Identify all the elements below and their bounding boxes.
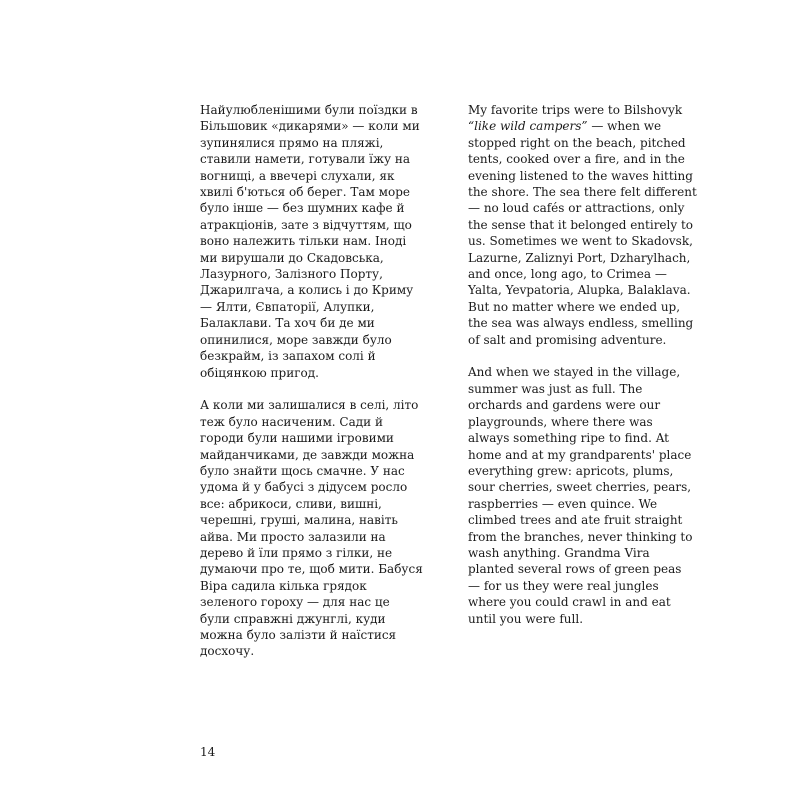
text-line: хвилі б'ються об берег. Там море: [200, 185, 410, 200]
text-line: — for us they were real jungles: [468, 578, 659, 593]
text-line: зеленого гороху — для нас це: [200, 595, 390, 610]
text-line: the shore. The sea there felt different: [468, 185, 697, 200]
text-line: атракціонів, зате з відчуттям, що: [200, 217, 412, 232]
text-line: tents, cooked over a fire, and in the: [468, 152, 685, 167]
paragraph-gap: [200, 381, 432, 397]
text-line: Більшовик «дикарями» — коли ми: [200, 119, 420, 134]
text-line: Lazurne, Zaliznyi Port, Dzharylhach,: [468, 250, 691, 265]
ukrainian-paragraph-1: [200, 102, 432, 381]
text-line: sour cherries, sweet cherries, pears,: [468, 480, 692, 495]
text-line: були справжні джунглі, куди: [200, 611, 386, 626]
text-line: черешні, груші, малина, навіть: [200, 513, 398, 528]
text-line: orchards and gardens were our: [468, 398, 661, 413]
text-line: stopped right on the beach, pitched: [468, 135, 686, 150]
text-line: climbed trees and ate fruit straight: [468, 513, 683, 528]
english-paragraph-2: [468, 364, 700, 627]
text-line: думаючи про те, щоб мити. Бабуся: [200, 562, 423, 577]
text-line: опинилися, море завжди було: [200, 332, 392, 347]
text-line: безкрайм, із запахом солі й: [200, 349, 376, 364]
text-line: ми вирушали до Скадовська,: [200, 250, 384, 265]
text-line: можна було залізти й наїстися: [200, 627, 397, 642]
text-line: home and at my grandparents' place: [468, 447, 692, 462]
text-line: [468, 118, 700, 134]
text-line: майданчиками, де завжди можна: [200, 447, 415, 462]
text-line: зупинялися прямо на пляжі,: [200, 135, 384, 150]
text-line: А коли ми залишалися в селі, літо: [200, 398, 419, 413]
text-line: удома й у бабусі з дідусем росло: [200, 480, 408, 495]
text-line: було інше — без шумних кафе й: [200, 201, 405, 216]
text-line: us. Sometimes we went to Skadovsk,: [468, 234, 693, 249]
text-line: дерево й їли прямо з гілки, не: [200, 545, 393, 560]
text-line: теж було насиченим. Сади й: [200, 414, 383, 429]
text-line: everything grew: apricots, plums,: [468, 463, 674, 478]
text-line: досхочу.: [200, 644, 255, 659]
text-line: playgrounds, where there was: [468, 414, 653, 429]
text-line: But no matter where we ended up,: [468, 299, 681, 314]
english-paragraph-1: [468, 102, 700, 348]
text-line: of salt and promising adventure.: [468, 332, 667, 347]
ukrainian-text-column: [200, 102, 432, 660]
text-line: обіцянкою пригод.: [200, 365, 319, 380]
english-text-column: [468, 102, 700, 627]
text-line: where you could crawl in and eat: [468, 595, 671, 610]
text-line: the sense that it belonged entirely to: [468, 217, 694, 232]
text-line: Yalta, Yevpatoria, Alupka, Balaklava.: [468, 283, 691, 298]
text-line: the sea was always endless, smelling: [468, 316, 694, 331]
text-line: айва. Ми просто залазили на: [200, 529, 386, 544]
paragraph-gap: [468, 348, 700, 364]
ukrainian-paragraph-2: [200, 397, 432, 660]
text-line: summer was just as full. The: [468, 381, 643, 396]
text-line: Лазурного, Залізного Порту,: [200, 267, 383, 282]
text-fragment: — when we: [587, 119, 662, 134]
text-line: And when we stayed in the village,: [468, 365, 681, 380]
text-line: ставили намети, готували їжу на: [200, 152, 411, 167]
text-line: Найулюбленішими були поїздки в: [200, 103, 418, 117]
text-line: Джарилгача, а колись і до Криму: [200, 283, 414, 298]
text-line: until you were full.: [468, 611, 584, 626]
text-line: воно належить тільки нам. Іноді: [200, 234, 407, 249]
text-line: — Ялти, Євпаторії, Алупки,: [200, 299, 375, 314]
text-line: Віра садила кілька грядок: [200, 578, 367, 593]
italic-quote: “like wild campers”: [468, 119, 588, 134]
text-line: wash anything. Grandma Vira: [468, 545, 650, 560]
text-line: evening listened to the waves hitting: [468, 168, 693, 183]
text-line: було знайти щось смачне. У нас: [200, 463, 405, 478]
text-line: городи були нашими ігровими: [200, 431, 394, 446]
text-line: from the branches, never thinking to: [468, 529, 693, 544]
text-line: always something ripe to find. At: [468, 431, 669, 446]
text-line: все: абрикоси, сливи, вишні,: [200, 496, 382, 511]
text-line: — no loud cafés or attractions, only: [468, 201, 685, 216]
text-line: Балаклави. Та хоч би де ми: [200, 316, 375, 331]
text-line: My favorite trips were to Bilshovyk: [468, 103, 683, 117]
text-line: вогнищі, а ввечері слухали, як: [200, 168, 395, 183]
text-line: raspberries — even quince. We: [468, 496, 658, 511]
text-line: and once, long ago, to Crimea —: [468, 267, 667, 282]
text-line: planted several rows of green peas: [468, 562, 682, 577]
page-number: 14: [200, 745, 216, 759]
